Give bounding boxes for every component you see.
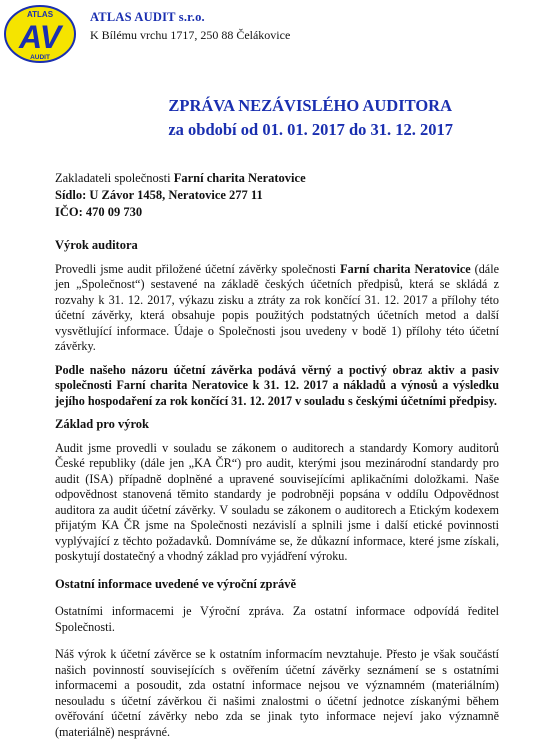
opinion-heading: Výrok auditora (55, 238, 138, 252)
addressee-ico: IČO: 470 09 730 (55, 205, 143, 219)
other-info-heading: Ostatní informace uvedené ve výroční zprávě (55, 576, 297, 591)
basis-heading: Základ pro výrok (55, 417, 150, 431)
opinion-company-name: Farní charita Neratovice (340, 261, 471, 276)
logo-bottom-text: AUDIT (30, 54, 50, 61)
other-info-paragraph-1: Ostatními informacemi je Výroční zpráva. Za ostatní informace odpovídá ředitel Společnosti. (55, 604, 499, 634)
opinion-text-a: Provedli jsme audit přiložené účetní závěrky společnosti (55, 261, 341, 276)
report-title-line2: za období od 01. 01. 2017 do 31. 12. 2017 (168, 120, 453, 139)
report-body (55, 238, 499, 748)
company-info (90, 10, 290, 43)
basis-paragraph: Audit jsme provedli v souladu se zákonem o auditorech a standardy Komory auditorů České republiky (dále jen „KA ČR“) pro audit, kterými jsou mezinárodní standardy pro audit (ISA) případně doplněné a upravené souvisejícími aplikačními doložkami. Naše odpovědnost stanovená těmito standardy je podrobněji popsána v oddílu Odpovědnost auditora za audit účetní závěrky. V souladu se zákonem o auditorech a Etickým kodexem přijatým KA ČR jsme na Společnosti nezávislí a splnili jsme i další etické povinnosti vyplývající z těchto požadavků. Domníváme se, že důkazní informace, které jsme získali, poskytují dostatečný a vhodný základ pro vyjádření výroku. (55, 440, 499, 563)
opinion-text-c: (dále jen „Společnost“) sestavené na základě českých účetních předpisů, která se skládá z rozvahy k 31. 12. 2017, výkazu zisku a ztráty za rok končící 31. 12. 2017 a přílohy této účetní závěrky, která obsahuje popis použitých podstatných účetních metod a další vysvětlující informace. Údaje o Společnosti jsou uvedeny v bodě 1) přílohy této účetní závěrky. (55, 261, 500, 353)
company-address: K Bílému vrchu 1717, 250 88 Čelákovice (90, 28, 291, 42)
logo-top-text: ATLAS (26, 10, 54, 19)
addressee-prefix: Zakladateli společnosti (55, 171, 174, 185)
opinion-paragraph-1 (55, 262, 499, 355)
logo-mid-text: AV (18, 19, 62, 55)
addressee-block (55, 170, 306, 221)
company-name: ATLAS AUDIT s.r.o. (90, 10, 205, 24)
opinion-paragraph-2: Podle našeho názoru účetní závěrka podává věrný a poctivý obraz aktiv a pasiv společnosti Farní charita Neratovice k 31. 12. 2017 a nákladů a výnosů a výsledku jejího hospodaření za rok končící 31. 12. 2017 v souladu s českými účetními předpisy. (55, 362, 499, 408)
addressee-seat: Sídlo: U Závor 1458, Neratovice 277 11 (55, 188, 263, 202)
addressee-name: Farní charita Neratovice (173, 171, 306, 185)
letterhead (4, 4, 544, 64)
addressee-line1 (55, 170, 306, 187)
atlas-audit-logo (4, 4, 76, 64)
other-info-paragraph-2: Náš výrok k účetní závěrce se k ostatním informacím nevztahuje. Přesto je však součástí našich povinností souvisejících s ověřením účetní závěrky seznámení se s ostatními informacemi a posoudit, zda ostatní informace nejsou ve významném (materiálním) nesouladu s účetní závěrkou či našimi znalostmi o účetní jednotce získanými během ověřování účetní závěrky nebo zda se jinak tyto informace nejeví jako významně (materiálně) nesprávné. (55, 647, 499, 739)
report-title-line1: ZPRÁVA NEZÁVISLÉHO AUDITORA (168, 96, 452, 115)
